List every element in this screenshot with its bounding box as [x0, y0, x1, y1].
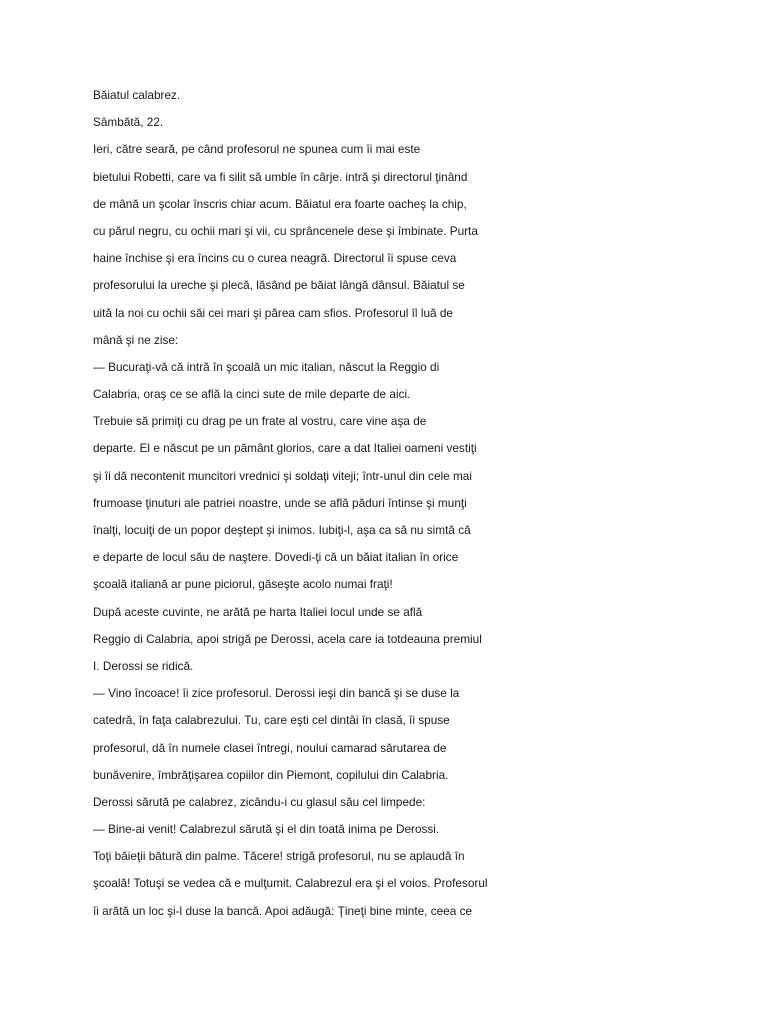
text-line: de mână un şcolar înscris chiar acum. Băiatul era foarte oacheş la chip, — [93, 196, 467, 211]
text-line: şi îi dă necontenit muncitori vrednici şi soldaţi viteji; într-unul din cele mai — [93, 468, 472, 483]
text-line: haine închise şi era încins cu o curea neagră. Directorul îi spuse ceva — [93, 251, 457, 266]
text-line: Reggio di Calabria, apoi strigă pe Derossi, acela care ia totdeauna premiul — [93, 631, 482, 646]
text-line: — Bine-ai venit! Calabrezul sărută şi el din toată inima pe Derossi. — [93, 822, 440, 837]
text-line: catedră, în faţa calabrezului. Tu, care eşti cel dintâi în clasă, îi spuse — [93, 713, 450, 728]
text-line: frumoase ţinuturi ale patriei noastre, unde se află păduri întinse şi munţi — [93, 495, 467, 510]
text-line: profesorul, dă în numele clasei întregi, noului camarad sărutarea de — [93, 740, 447, 755]
text-line: După aceste cuvinte, ne arătă pe harta Italiei locul unde se află — [93, 604, 423, 619]
text-line: bietului Robetti, care va fi silit să umble în cârje. intră şi directorul ţinând — [93, 169, 468, 184]
document-body — [93, 82, 693, 925]
text-line: uită la noi cu ochii săi cei mari şi părea cam sfios. Profesorul îl luă de — [93, 305, 453, 320]
text-line: Derossi sărută pe calabrez, zicându-i cu glasul său cel limpede: — [93, 794, 426, 809]
text-line: Toţi băieţii bătură din palme. Tăcere! strigă profesorul, nu se aplaudă în — [93, 849, 465, 864]
text-line: mână şi ne zise: — [93, 332, 179, 347]
text-line: Trebuie să primiţi cu drag pe un frate al vostru, care vine aşa de — [93, 414, 427, 429]
text-line: profesorului la ureche şi plecă, lăsând pe băiat lângă dânsul. Băiatul se — [93, 278, 465, 293]
text-line: şcoală! Totuşi se vedea că e mulţumit. Calabrezul era şi el voios. Profesorul — [93, 876, 488, 891]
document-title: Băiatul calabrez. — [93, 88, 181, 102]
text-line: I. Derossi se ridică. — [93, 658, 194, 673]
text-line: Ieri, către seară, pe când profesorul ne spunea cum îi mai este — [93, 142, 421, 157]
text-line: şcoală italiană ar pune piciorul, găseşte acolo numai fraţi! — [93, 577, 393, 592]
text-line: cu părul negru, cu ochii mari şi vii, cu sprâncenele dese şi îmbinate. Purta — [93, 223, 478, 238]
text-line: Calabria, oraş ce se află la cinci sute de mile departe de aici. — [93, 387, 411, 402]
document-date: Sâmbătă, 22. — [93, 115, 164, 130]
text-line: bunăvenire, îmbrăţişarea copiilor din Piemont, copilului din Calabria. — [93, 767, 449, 782]
text-line: înalţi, locuiţi de un popor deştept şi inimos. Iubiţi-l, aşa ca să nu simtă că — [93, 523, 471, 537]
text-line: îi arătă un loc şi-l duse la bancă. Apoi adăugă: Ţineţi bine minte, ceea ce — [93, 903, 473, 918]
text-line: — Vino încoace! îi zice profesorul. Derossi ieşi din bancă şi se duse la — [93, 686, 460, 701]
text-line: e departe de locul său de naştere. Dovedi-ţi că un băiat italian în orice — [93, 550, 459, 565]
text-line: departe. El e născut pe un pământ glorios, care a dat Italiei oameni vestiţi — [93, 441, 477, 456]
text-line: — Bucuraţi-vă că intră în şcoală un mic italian, născut la Reggio di — [93, 359, 440, 374]
